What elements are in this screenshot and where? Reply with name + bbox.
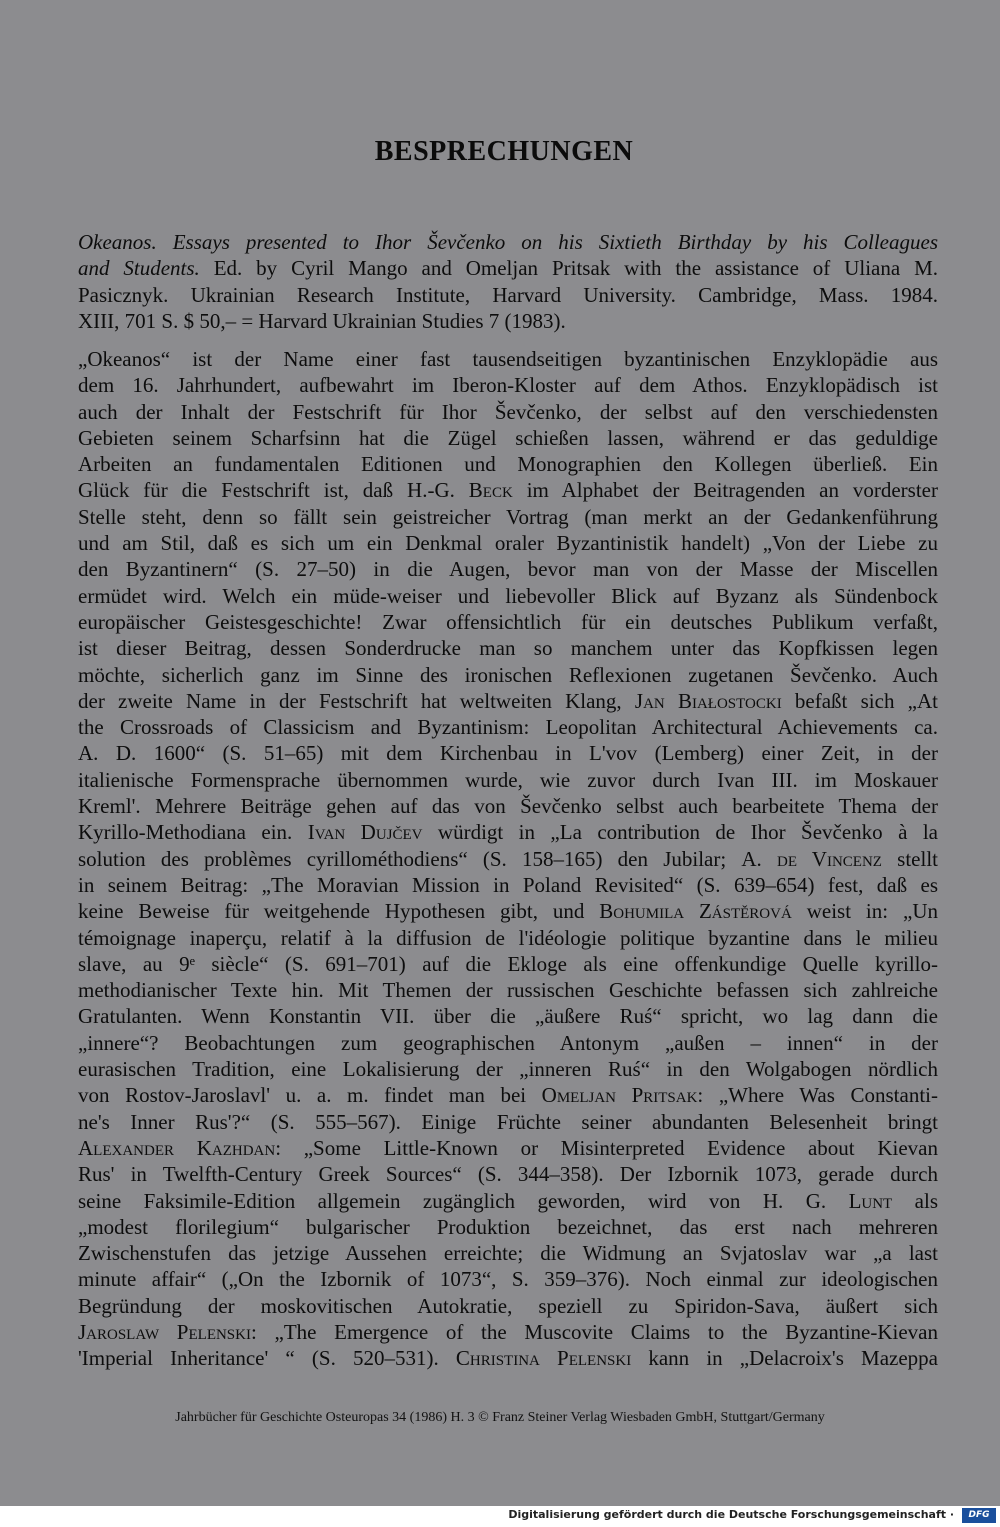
body-line: témoignage inaperçu, relatif à la diffusion de l'idéologie politique byzantine dans le milieu: [78, 925, 938, 950]
body-line: Gebieten seinem Scharfsinn hat die Zügel schießen lassen, während er das geduldige: [78, 425, 938, 450]
author-name: Christina Pelenski: [455, 1346, 632, 1371]
journal-footer: Jahrbücher für Geschichte Osteuropas 34 (1986) H. 3 © Franz Steiner Verlag Wiesbaden GmbH, Stuttgart/Germany: [175, 1410, 825, 1425]
review-body: [78, 346, 938, 1372]
body-line: europäischer Geistesgeschichte! Zwar offensichtlich für ein deutsches Publikum verfaßt,: [78, 609, 938, 634]
digitization-bar: [0, 1506, 1000, 1527]
body-line: Glück für die Festschrift ist, daß H.-G. Beck im Alphabet der Beitragenden an vorderster: [78, 478, 939, 503]
body-line: möchte, sicherlich ganz im Sinne des ironischen Reflexionen zugetanen Ševčenko. Auch: [78, 662, 938, 687]
author-name: Jaroslaw Pelenski: [78, 1319, 251, 1344]
body-line: „Okeanos“ ist der Name einer fast tausendseitigen byzantinischen Enzyklopädie aus: [78, 347, 938, 371]
body-line: „innere“? Beobachtungen zum geographischen Antonym „außen – innen“ in der: [78, 1030, 938, 1055]
author-name: H.-G. Beck: [407, 478, 513, 503]
body-line: Zwischenstufen das jetzige Aussehen erreichte; die Widmung an Svjatoslav war „a last: [78, 1241, 938, 1266]
body-line: A. D. 1600“ (S. 51–65) mit dem Kirchenbau in L'vov (Lemberg) einer Zeit, in der: [78, 741, 938, 766]
body-line: the Crossroads of Classicism and Byzantinism: Leopolitan Architectural Achievements ca.: [78, 715, 938, 740]
body-line: solution des problèmes cyrillométhodiens“ (S. 158–165) den Jubilar; A. de Vincenz stellt: [78, 846, 938, 871]
body-line: keine Beweise für weitgehende Hypothesen gibt, und Bohumila Zástěrová weist in: „Un: [78, 899, 938, 924]
citation-line: Pasicznyk. Ukrainian Research Institute, Harvard University. Cambridge, Mass. 1984.: [78, 282, 938, 307]
body-line: „modest florilegium“ bulgarischer Produktion bezeichnet, das erst nach mehreren: [78, 1214, 938, 1239]
body-line: Jaroslaw Pelenski: „The Emergence of the Muscovite Claims to the Byzantine-Kievan: [78, 1319, 938, 1344]
body-line: minute affair“ („On the Izbornik of 1073“, S. 359–376). Noch einmal zur ideologischen: [78, 1267, 938, 1292]
body-line: Kreml'. Mehrere Beiträge gehen auf das von Ševčenko selbst auch bearbeitete Thema der: [78, 794, 938, 819]
author-name: Jan Białostocki: [634, 688, 782, 713]
body-line: 'Imperial Inheritance' “ (S. 520–531). Christina Pelenski kann in „Delacroix's Mazeppa: [78, 1346, 938, 1371]
author-name: Ivan Dujčev: [307, 820, 423, 845]
body-line: Rus' in Twelfth-Century Greek Sources“ (S. 344–358). Der Izbornik 1073, gerade durch: [78, 1162, 938, 1187]
author-name: Bohumila Zástěrová: [599, 899, 792, 924]
body-line: Begründung der moskovitischen Autokratie, speziell zu Spiridon-Sava, äußert sich: [78, 1293, 938, 1318]
dfg-logo: DFG: [962, 1508, 996, 1523]
body-line: Alexander Kazhdan: „Some Little-Known or Misinterpreted Evidence about Kievan: [78, 1135, 938, 1160]
body-line: Arbeiten an fundamentalen Editionen und Monographien den Kollegen überließ. Ein: [78, 452, 938, 477]
body-line: italienische Formensprache übernommen wurde, wie zuvor durch Ivan III. im Moskauer: [78, 767, 938, 792]
body-line: ne's Inner Rus'?“ (S. 555–567). Einige Früchte seiner abundanten Belesenheit bringt: [78, 1109, 938, 1134]
body-line: ermüdet wird. Welch ein müde-weiser und liebevoller Blick auf Byzanz als Sündenbock: [78, 583, 938, 608]
author-name: Alexander Kazhdan: [78, 1135, 276, 1160]
citation-line: XIII, 701 S. $ 50,– = Harvard Ukrainian Studies 7 (1983).: [78, 308, 566, 333]
body-line: slave, au 9ᵉ siècle“ (S. 691–701) auf die Ekloge als eine offenkundige Quelle kyrillo-: [78, 951, 938, 976]
body-line: den Byzantinern“ (S. 27–50) in die Augen, bevor man von der Masse der Miscellen: [78, 557, 938, 582]
body-line: ist dieser Beitrag, dessen Sonderdrucke man so manchem unter das Kopfkissen legen: [78, 636, 938, 661]
body-line: auch der Inhalt der Festschrift für Ihor Ševčenko, der selbst auf den verschiedensten: [78, 399, 938, 424]
body-line: seine Faksimile-Edition allgemein zugänglich geworden, wird von H. G. Lunt als: [78, 1188, 939, 1213]
body-line: in seinem Beitrag: „The Moravian Mission in Poland Revisited“ (S. 639–654) fest, daß es: [78, 872, 938, 897]
body-line: von Rostov-Jaroslavl' u. a. m. findet man bei Omeljan Pritsak: „Where Was Constanti-: [78, 1083, 938, 1108]
review-citation: [78, 229, 938, 334]
body-line: dem 16. Jahrhundert, aufbewahrt im Iberon-Kloster auf dem Athos. Enzyklopädisch ist: [78, 373, 938, 398]
body-line: und am Stil, daß es sich um ein Denkmal oraler Byzantinistik handelt) „Von der Liebe zu: [78, 531, 938, 556]
body-line: Stelle steht, denn so fällt sein geistreicher Vortrag (man merkt an der Gedankenführung: [78, 504, 938, 529]
digitization-notice: Digitalisierung gefördert durch die Deutsche Forschungsgemeinschaft ·: [508, 1508, 954, 1521]
body-line: methodianischer Texte hin. Mit Themen der russischen Geschichte befassen sich zahlreiche: [78, 978, 938, 1003]
citation-line: and Students. Ed. by Cyril Mango and Omeljan Pritsak with the assistance of Uliana M.: [78, 256, 938, 281]
author-name: A. de Vincenz: [741, 846, 882, 871]
author-name: Omeljan Pritsak: [541, 1083, 698, 1108]
body-line: der zweite Name in der Festschrift hat weltweiten Klang, Jan Białostocki befaßt sich „At: [78, 688, 938, 713]
page-title: BESPRECHUNGEN: [374, 136, 634, 167]
body-line: Kyrillo-Methodiana ein. Ivan Dujčev würdigt in „La contribution de Ihor Ševčenko à la: [78, 820, 938, 845]
author-name: H. G. Lunt: [762, 1188, 893, 1213]
body-line: Gratulanten. Wenn Konstantin VII. über die „äußere Ruś“ spricht, wo lag dann die: [78, 1004, 938, 1029]
citation-line: Okeanos. Essays presented to Ihor Ševčenko on his Sixtieth Birthday by his Colleagues: [78, 230, 938, 254]
body-line: eurasischen Tradition, eine Lokalisierung der „inneren Ruś“ in den Wolgabogen nördlich: [78, 1057, 938, 1082]
